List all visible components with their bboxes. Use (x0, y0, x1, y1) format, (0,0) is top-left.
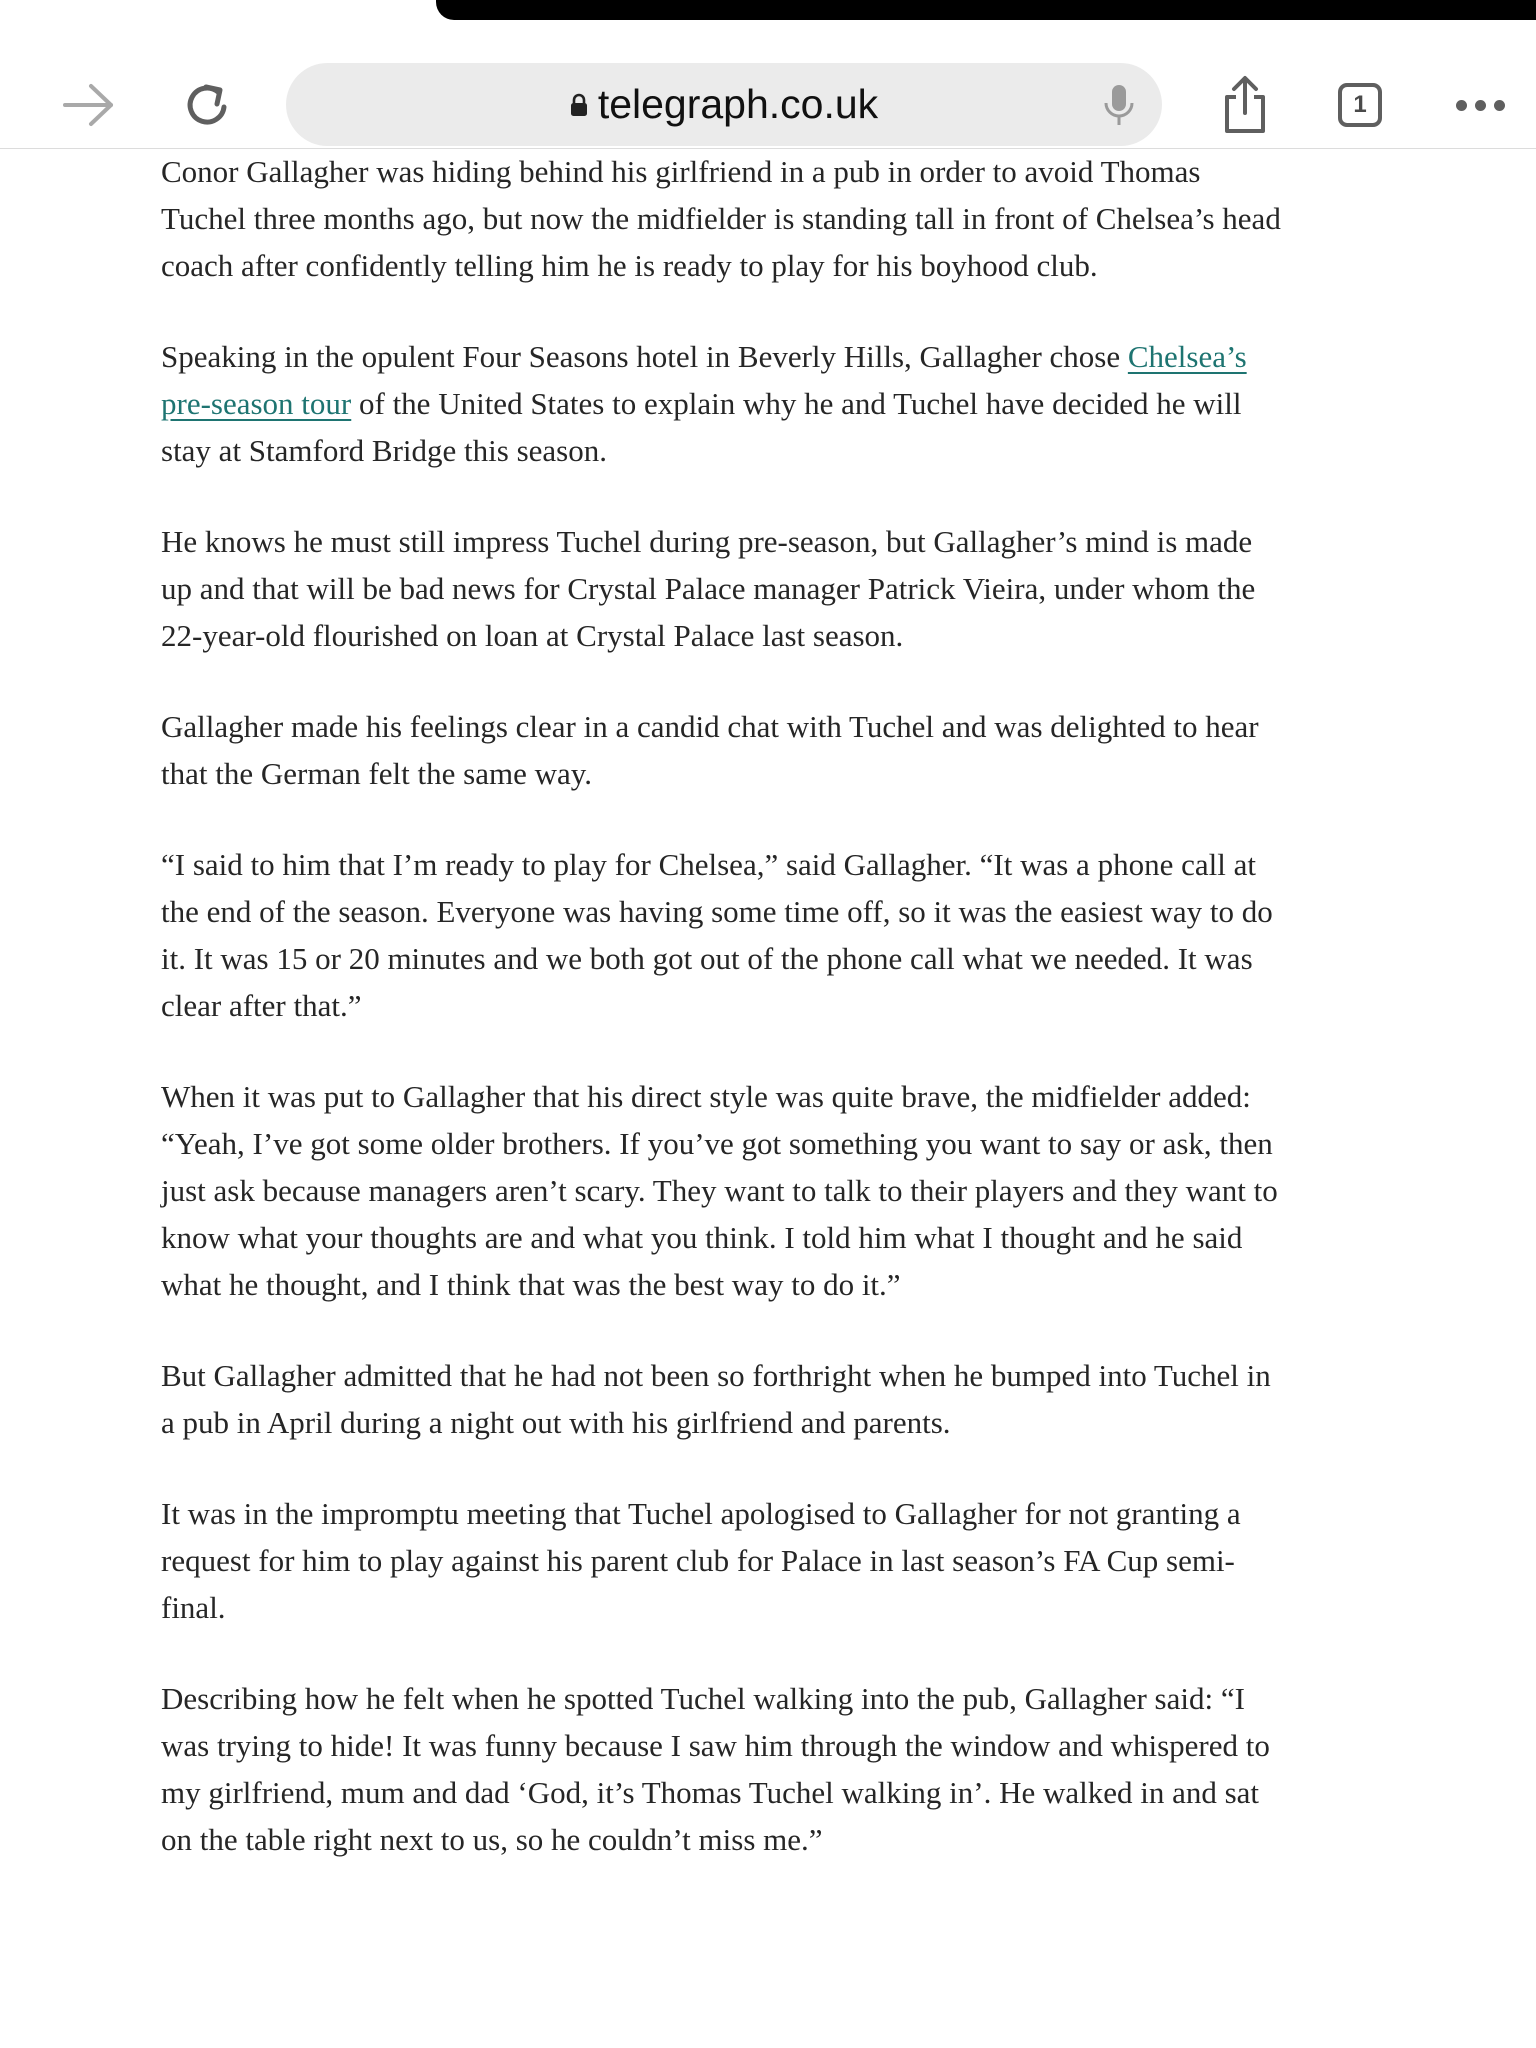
article-body (161, 148, 1281, 1907)
share-icon (1219, 75, 1271, 135)
voice-search-button[interactable] (1096, 81, 1142, 129)
pre-season-tour-link[interactable]: Chelsea’s pre-season tour (161, 339, 1247, 421)
forward-button[interactable] (54, 60, 124, 150)
paragraph-8: It was in the impromptu meeting that Tuchel apologised to Gallagher for not granting a request for him to play against his parent club for Palace in last season’s FA Cup semi-final. (161, 1496, 1241, 1625)
share-button[interactable] (1210, 60, 1280, 150)
tab-count: 1 (1353, 91, 1367, 118)
url-display[interactable] (286, 63, 1162, 146)
paragraph-4: Gallagher made his feelings clear in a candid chat with Tuchel and was delighted to hear that the German felt the same way. (161, 709, 1259, 791)
paragraph-5: “I said to him that I’m ready to play for Chelsea,” said Gallagher. “It was a phone call at the end of the season. Everyone was having some time off, so it was the easiest way to do it. It was 15 or 20 minutes and we both got out of the phone call what we needed. It was clear after that.” (161, 847, 1273, 1023)
paragraph-9: Describing how he felt when he spotted Tuchel walking into the pub, Gallagher said: “I was trying to hide! It was funny because I saw him through the window and whispered to my girlfriend, mum and dad ‘God, it’s Thomas Tuchel walking in’. He walked in and sat on the table right next to us, so he couldn’t miss me.” (161, 1681, 1270, 1857)
url-text: telegraph.co.uk (597, 81, 879, 127)
more-button[interactable] (1440, 60, 1520, 150)
browser-toolbar (0, 20, 1536, 149)
reload-button[interactable] (168, 60, 248, 150)
more-icon (1452, 100, 1509, 111)
paragraph-3: He knows he must still impress Tuchel during pre-season, but Gallagher’s mind is made up and that will be bad news for Crystal Palace manager Patrick Vieira, under whom the 22-year-old flourished on loan at Crystal Palace last season. (161, 524, 1256, 653)
paragraph-2 (161, 333, 1281, 474)
paragraph-2-text-end: of the United States to explain why he and Tuchel have decided he will stay at Stamford Bridge this season. (161, 386, 1242, 468)
paragraph-7: But Gallagher admitted that he had not been so forthright when he bumped into Tuchel in a pub in April during a night out with his girlfriend and parents. (161, 1358, 1271, 1440)
microphone-icon (1102, 83, 1136, 127)
paragraph-6: When it was put to Gallagher that his direct style was quite brave, the midfielder added: “Yeah, I’ve got some older brothers. If you’ve got something you want to say or ask, then just ask because managers aren’t scary. They want to talk to their players and they want to know what your thoughts are and what you think. I told him what I thought and he said what he thought, and I think that was the best way to do it.” (161, 1079, 1278, 1302)
address-bar[interactable] (286, 63, 1162, 146)
reload-icon (180, 77, 236, 133)
paragraph-2-text-start: Speaking in the opulent Four Seasons hotel in Beverly Hills, Gallagher chose (161, 339, 1128, 374)
forward-arrow-icon (61, 82, 117, 128)
lock-icon (570, 93, 588, 117)
tabs-button[interactable] (1320, 60, 1400, 150)
status-bar (436, 0, 1536, 20)
paragraph-1: Conor Gallagher was hiding behind his girlfriend in a pub in order to avoid Thomas Tuchel three months ago, but now the midfielder is standing tall in front of Chelsea’s head coach after confidently telling him he is ready to play for his boyhood club. (161, 154, 1281, 283)
tabs-icon (1338, 83, 1382, 127)
